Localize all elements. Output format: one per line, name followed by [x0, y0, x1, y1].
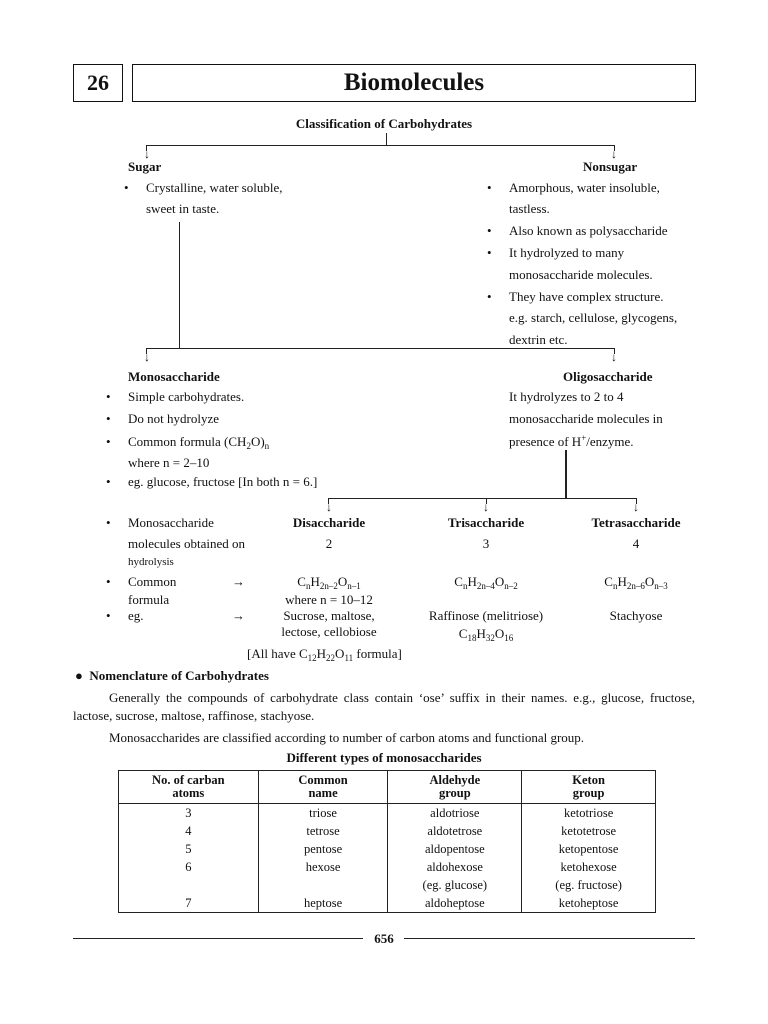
- oligo-point: It hydrolyzes to 2 to 4: [509, 389, 624, 404]
- nonsugar-point: • Also known as polysaccharide: [509, 223, 668, 238]
- table-cell: 5: [119, 840, 259, 858]
- tree-connector: [386, 133, 387, 145]
- down-arrow-icon: ↓: [144, 147, 150, 161]
- table-cell: (eg. glucose): [388, 876, 522, 894]
- table-cell: hexose: [258, 858, 388, 876]
- row-label: molecules obtained on: [128, 536, 245, 551]
- chapter-number: 26: [87, 70, 109, 95]
- nomenclature-paragraph: Monosaccharides are classified according to number of carbon atoms and functional group.: [109, 730, 585, 745]
- nomenclature-heading: ● Nomenclature of Carbohydrates: [75, 668, 269, 683]
- tetrasaccharide-label: Tetrasaccharide: [591, 515, 681, 530]
- nonsugar-label: Nonsugar: [583, 159, 638, 174]
- down-arrow-icon: ↓: [611, 350, 617, 364]
- trisaccharide-example: Raffinose (melitriose): [428, 608, 544, 623]
- table-cell: ketopentose: [522, 840, 656, 858]
- tree-connector: [146, 348, 614, 349]
- tetrasaccharide-example: Stachyose: [609, 608, 663, 623]
- table-row: [119, 894, 656, 913]
- table-cell: (eg. fructose): [522, 876, 656, 894]
- table-cell: 3: [119, 804, 259, 823]
- chapter-title-box: [132, 64, 696, 102]
- tree-connector: [146, 145, 614, 146]
- trisaccharide-formula: $C_nH_{2n-4}O_{n-2}$: [454, 574, 518, 591]
- disaccharide-count: 2: [325, 536, 333, 551]
- table-cell: 6: [119, 858, 259, 876]
- sugar-point: • Crystalline, water soluble,: [146, 180, 282, 195]
- disaccharide-examples: Sucrose, maltose,: [283, 608, 375, 623]
- column-header: No. of carban atoms: [119, 771, 259, 804]
- mono-formula: • Common formula $(CH_2O)_n$: [128, 434, 269, 449]
- table-cell: 7: [119, 894, 259, 913]
- bullet-icon: ●: [75, 668, 83, 683]
- oligosaccharide-label: Oligosaccharide: [563, 369, 653, 384]
- table-row: [119, 822, 656, 840]
- down-arrow-icon: ↓: [483, 500, 489, 514]
- footer-rule: [404, 938, 695, 939]
- oligo-point: presence of H+/enzyme.: [509, 433, 634, 449]
- nonsugar-point-cont: e.g. starch, cellulose, glycogens,: [509, 310, 678, 325]
- footer-rule: [73, 938, 363, 939]
- monosaccharide-types-table: [118, 770, 656, 913]
- disaccharide-label: Disaccharide: [292, 515, 366, 530]
- nonsugar-point: • It hydrolyzed to many: [509, 245, 624, 260]
- table-cell: [258, 876, 388, 894]
- table-title: Different types of monosaccharides: [286, 750, 482, 765]
- chapter-number-box: [73, 64, 123, 102]
- classification-title: Classification of Carbohydrates: [295, 116, 473, 131]
- table-cell: 4: [119, 822, 259, 840]
- row-label: hydrolysis: [128, 556, 174, 568]
- row-label: formula: [128, 592, 170, 607]
- disaccharide-note: [All have $C_{12}H_{22}O_{11}$ formula]: [247, 646, 402, 663]
- nonsugar-point-cont: tastless.: [509, 201, 550, 216]
- chapter-title: Biomolecules: [343, 69, 485, 96]
- disaccharide-examples: lectose, cellobiose: [281, 624, 377, 639]
- sugar-label: Sugar: [128, 159, 162, 174]
- down-arrow-icon: ↓: [144, 350, 150, 364]
- tetrasaccharide-formula: $C_nH_{2n-6}O_{n-3}$: [604, 574, 668, 591]
- trisaccharide-label: Trisaccharide: [447, 515, 525, 530]
- tree-connector: [179, 222, 180, 348]
- tetrasaccharide-count: 4: [632, 536, 640, 551]
- nomenclature-paragraph: Generally the compounds of carbohydrate class contain ‘ose’ suffix in their names. e.g., glucose, fructose, lactose, sucrose, maltose, raffinose, stachyose.: [73, 690, 695, 723]
- column-header: Common name: [258, 771, 388, 804]
- table-cell: ketotriose: [522, 804, 656, 823]
- disaccharide-where: where n = 10–12: [285, 592, 373, 607]
- table-cell: pentose: [258, 840, 388, 858]
- oligo-point: monosaccharide molecules in: [509, 411, 663, 426]
- tree-connector: [328, 498, 636, 499]
- nonsugar-point-cont: dextrin etc.: [509, 332, 568, 347]
- arrow-icon: →: [232, 608, 245, 623]
- table-cell: ketoheptose: [522, 894, 656, 913]
- table-row: [119, 804, 656, 823]
- column-header: Aldehyde group: [388, 771, 522, 804]
- table-cell: ketotetrose: [522, 822, 656, 840]
- row-label: • Common: [128, 574, 176, 589]
- nonsugar-point-cont: monosaccharide molecules.: [509, 267, 653, 282]
- table-cell: ketohexose: [522, 858, 656, 876]
- table-cell: aldotriose: [388, 804, 522, 823]
- table-cell: aldohexose: [388, 858, 522, 876]
- arrow-icon: →: [232, 574, 245, 589]
- down-arrow-icon: ↓: [611, 147, 617, 161]
- trisaccharide-count: 3: [482, 536, 490, 551]
- row-label: • Monosaccharide: [128, 515, 214, 530]
- trisaccharide-example-formula: $C_{18}H_{32}O_{16}$: [458, 626, 514, 643]
- mono-point: • Do not hydrolyze: [128, 411, 219, 426]
- table-cell: tetrose: [258, 822, 388, 840]
- row-label: • eg.: [128, 608, 144, 623]
- table-cell: [119, 876, 259, 894]
- table-row: [119, 858, 656, 876]
- table-header-row: [119, 771, 656, 804]
- sugar-point-cont: sweet in taste.: [146, 201, 220, 216]
- disaccharide-formula: $C_nH_{2n-2}O_{n-1}$: [297, 574, 361, 591]
- table-row: [119, 840, 656, 858]
- column-header: Keton group: [522, 771, 656, 804]
- mono-point: • Simple carbohydrates.: [128, 389, 244, 404]
- nonsugar-point: • They have complex structure.: [509, 289, 664, 304]
- mono-point: • eg. glucose, fructose [In both n = 6.]: [128, 474, 317, 489]
- page-number: 656: [374, 931, 394, 946]
- table-cell: aldopentose: [388, 840, 522, 858]
- table-cell: triose: [258, 804, 388, 823]
- table-cell: aldotetrose: [388, 822, 522, 840]
- down-arrow-icon: ↓: [326, 500, 332, 514]
- monosaccharide-label: Monosaccharide: [128, 369, 220, 384]
- table-cell: aldoheptose: [388, 894, 522, 913]
- table-cell: heptose: [258, 894, 388, 913]
- down-arrow-icon: ↓: [633, 500, 639, 514]
- tree-connector: [565, 450, 567, 498]
- table-row: [119, 876, 656, 894]
- mono-point-cont: where n = 2–10: [128, 455, 210, 470]
- nonsugar-point: • Amorphous, water insoluble,: [509, 180, 660, 195]
